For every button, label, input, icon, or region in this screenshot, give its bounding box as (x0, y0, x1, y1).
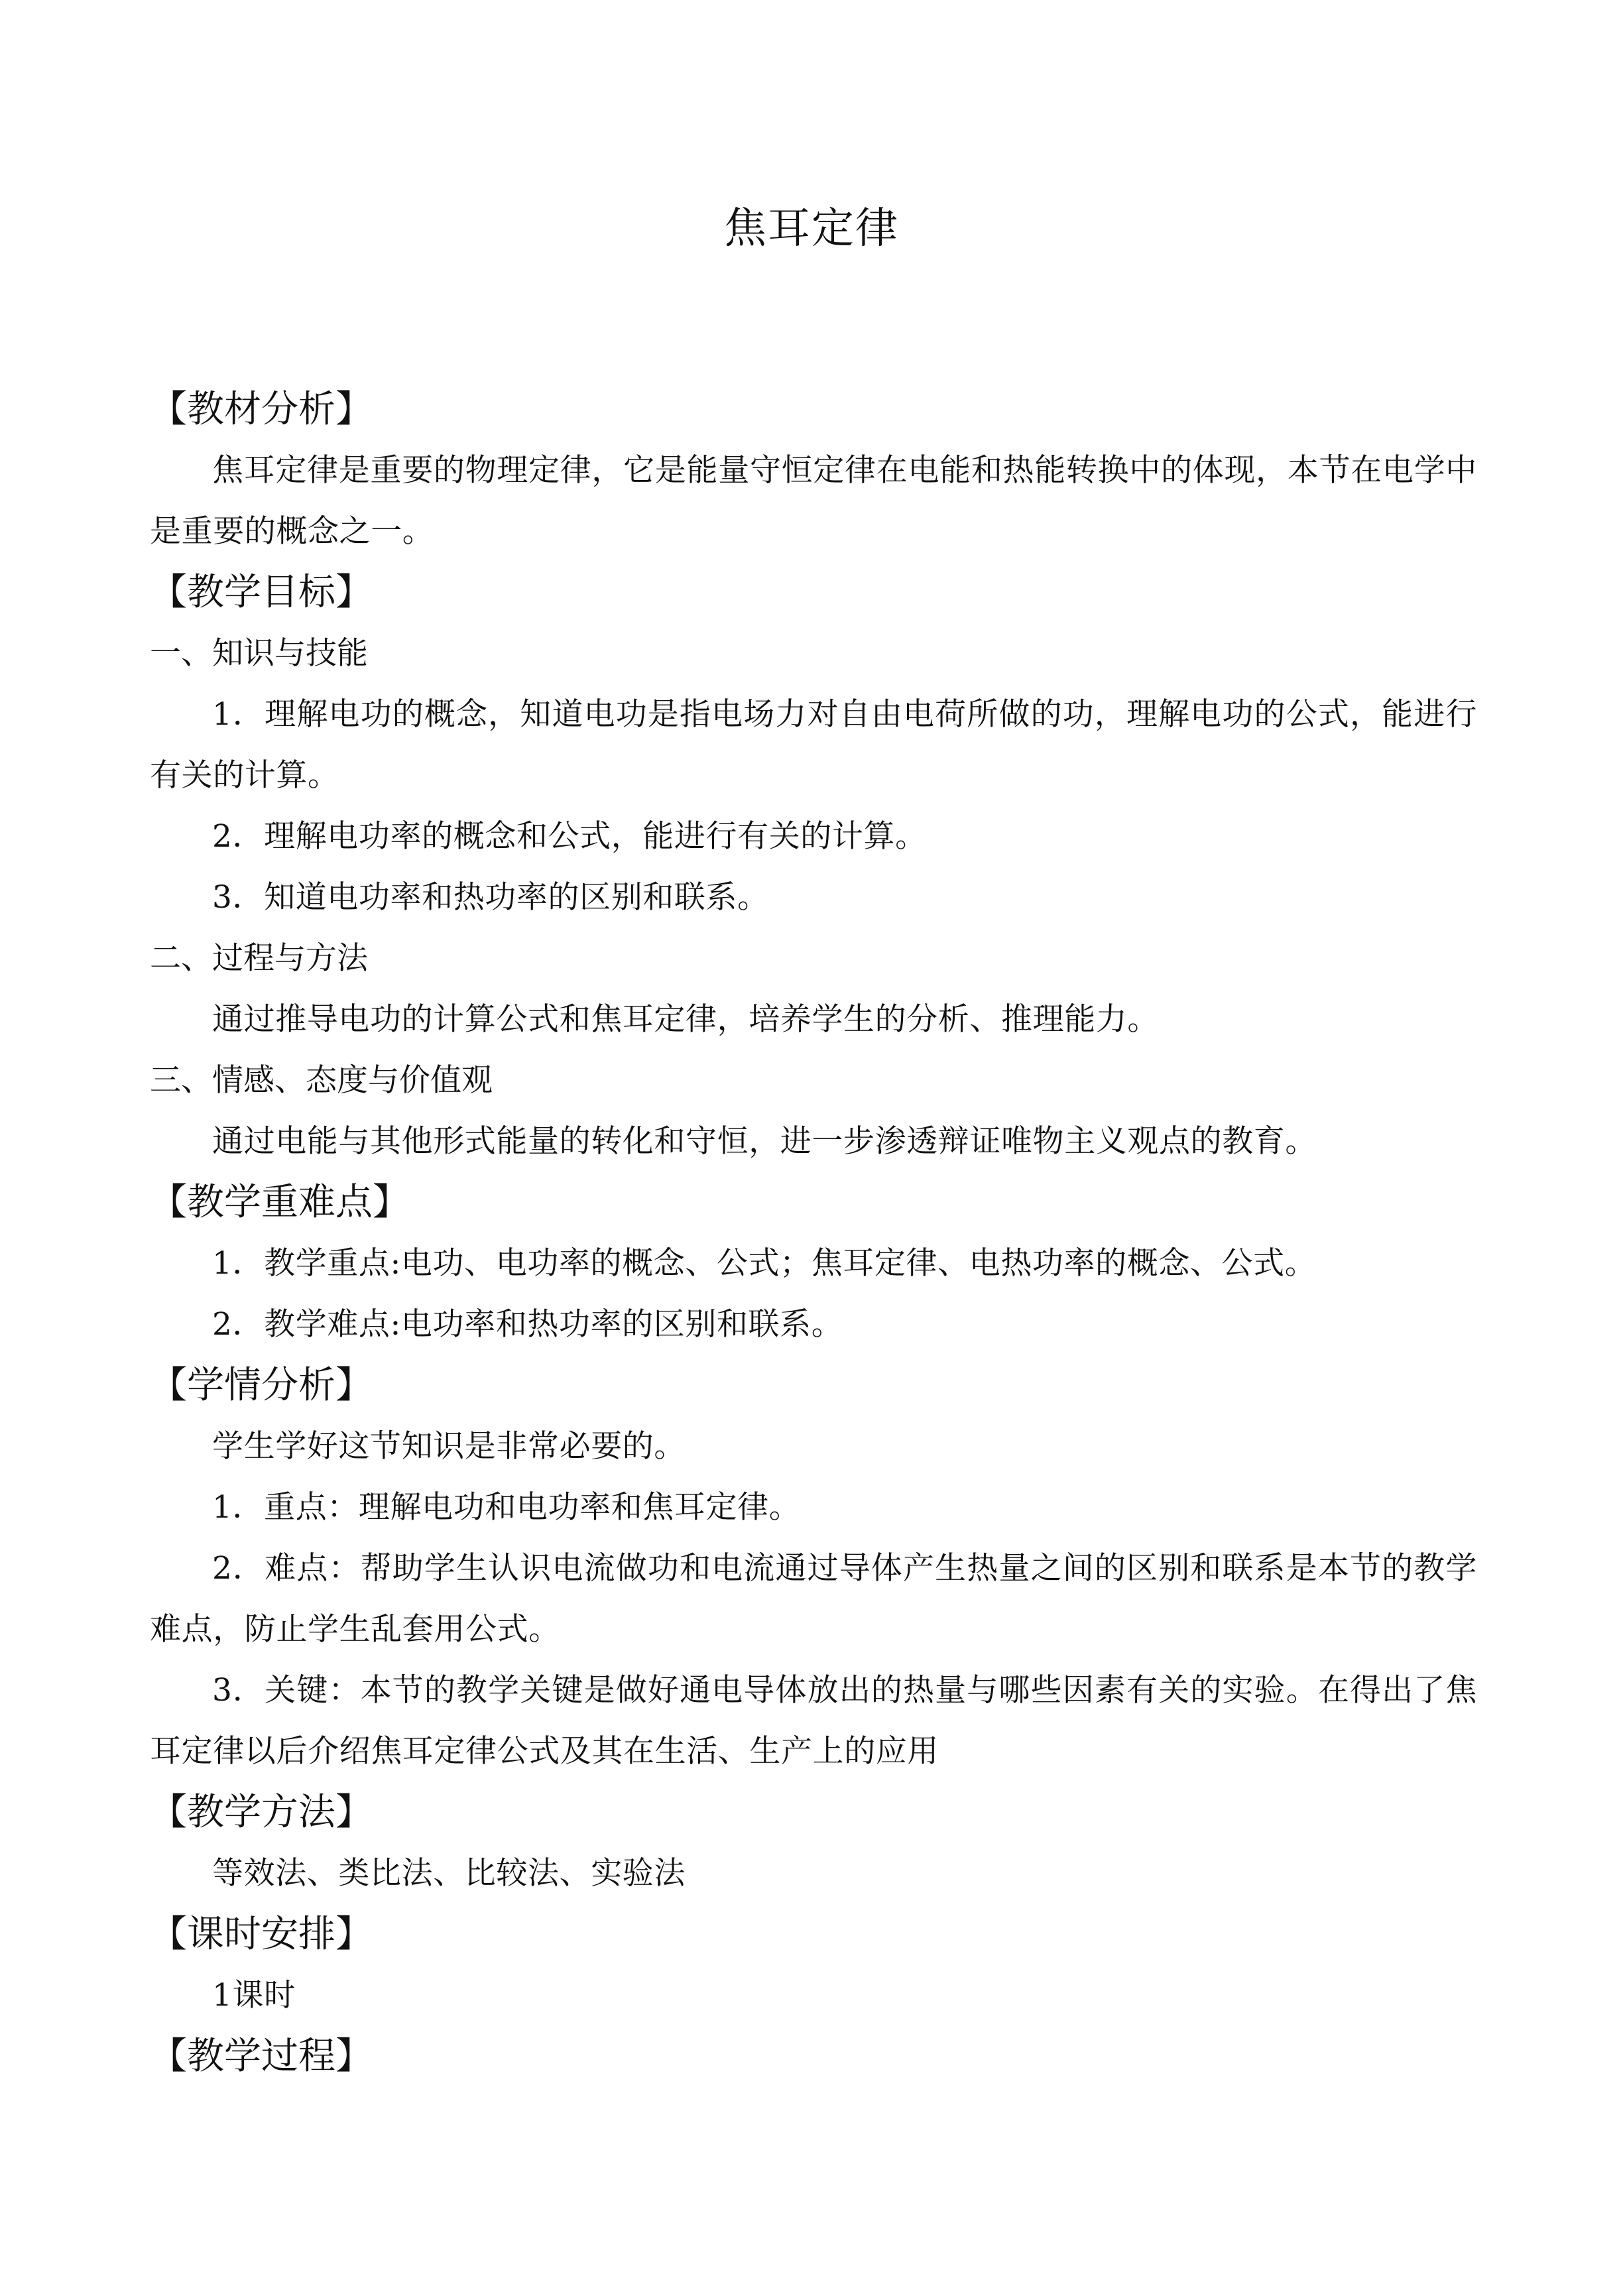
section-heading: 【学情分析】 (150, 1364, 373, 1407)
section-heading: 【教学目标】 (150, 571, 373, 614)
section-teaching-process (150, 2026, 1477, 2087)
subheading: 三、情感、态度与价值观 (150, 1062, 493, 1099)
document-body (150, 379, 1477, 2087)
paragraph: 1．理解电功的概念，知道电功是指电场力对自由电荷所做的功，理解电功的公式，能进行有关的计算。 (150, 696, 1477, 794)
paragraph: 焦耳定律是重要的物理定律，它是能量守恒定律在电能和热能转换中的体现，本节在电学中是重要的概念之一。 (150, 452, 1477, 550)
section-class-hours (150, 1904, 1477, 2026)
section-textbook-analysis (150, 379, 1477, 562)
section-key-difficult-points (150, 1172, 1477, 1355)
section-heading: 【教学方法】 (150, 1791, 373, 1834)
section-student-analysis (150, 1355, 1477, 1782)
section-heading: 【课时安排】 (150, 1913, 373, 1956)
section-teaching-methods (150, 1782, 1477, 1904)
paragraph: 1．教学重点:电功、电功率的概念、公式；焦耳定律、电热功率的概念、公式。 (212, 1245, 1317, 1282)
subheading: 一、知识与技能 (150, 635, 368, 672)
section-heading: 【教学过程】 (150, 2035, 373, 2078)
paragraph: 通过电能与其他形式能量的转化和守恒，进一步渗透辩证唯物主义观点的教育。 (212, 1123, 1317, 1160)
section-heading: 【教学重难点】 (150, 1181, 410, 1224)
paragraph: 3．知道电功率和热功率的区别和联系。 (212, 879, 769, 916)
paragraph: 2．理解电功率的概念和公式，能进行有关的计算。 (212, 818, 927, 855)
document-title: 焦耳定律 (724, 204, 899, 253)
paragraph: 2．教学难点:电功率和热功率的区别和联系。 (212, 1306, 843, 1343)
section-teaching-objectives (150, 562, 1477, 1172)
subheading: 二、过程与方法 (150, 940, 368, 977)
paragraph: 通过推导电功的计算公式和焦耳定律，培养学生的分析、推理能力。 (212, 1001, 1159, 1038)
paragraph: 1课时 (212, 1977, 296, 2014)
paragraph: 2．难点：帮助学生认识电流做功和电流通过导体产生热量之间的区别和联系是本节的教学难点，防止学生乱套用公式。 (150, 1550, 1477, 1648)
paragraph: 3．关键：本节的教学关键是做好通电导体放出的热量与哪些因素有关的实验。在得出了焦耳定律以后介绍焦耳定律公式及其在生活、生产上的应用 (150, 1672, 1477, 1770)
paragraph: 等效法、类比法、比较法、实验法 (212, 1855, 686, 1892)
section-heading: 【教材分析】 (150, 388, 373, 431)
paragraph: 1．重点：理解电功和电功率和焦耳定律。 (212, 1489, 801, 1526)
paragraph: 学生学好这节知识是非常必要的。 (212, 1428, 686, 1465)
